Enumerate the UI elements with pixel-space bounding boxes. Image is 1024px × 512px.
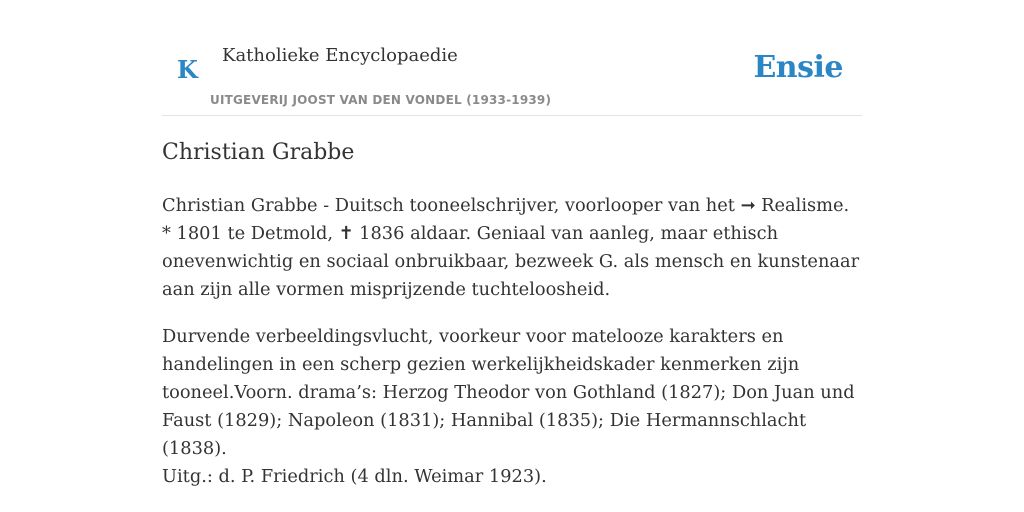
site-logo-link[interactable]: K	[177, 55, 198, 84]
article-paragraph-1	[162, 192, 862, 304]
article-paragraph-3: Uitg.: d. P. Friedrich (4 dln. Weimar 1923).	[162, 466, 547, 487]
paragraph-1-text-end: . * 1801 te Detmold, ✝ 1836 aldaar. Geniaal van aanleg, maar ethisch onevenwichtig en sociaal onbruikbaar, bezweek G. als mensch en kunstenaar aan zijn alle vormen misprijzende tuchteloosheid.	[162, 195, 860, 300]
realisme-link[interactable]	[741, 195, 844, 216]
arrow-right-icon: ➞	[740, 195, 756, 216]
article-paragraph-2: Durvende verbeeldingsvlucht, voorkeur voor matelooze karakters en handelingen in een scherp gezien werkelijkheidskader kenmerken zijn tooneel.Voorn. drama’s: Herzog Theodor von Gothland (1827); Don Juan und Faust (1829); Napoleon (1831); Hannibal (1835); Die Hermannschlacht (1838).	[162, 326, 855, 459]
ensie-brand-link[interactable]: Ensie	[753, 50, 843, 85]
article-title: Christian Grabbe	[162, 140, 355, 165]
page-container	[162, 0, 862, 512]
publisher-subtitle: UITGEVERIJ JOOST VAN DEN VONDEL (1933-1939)	[210, 93, 552, 107]
paragraph-1-text-start: Christian Grabbe - Duitsch tooneelschrijver, voorlooper van het	[162, 195, 741, 216]
realisme-link-label: Realisme	[761, 195, 844, 216]
site-title: Katholieke Encyclopaedie	[222, 45, 458, 66]
site-header	[162, 0, 862, 116]
